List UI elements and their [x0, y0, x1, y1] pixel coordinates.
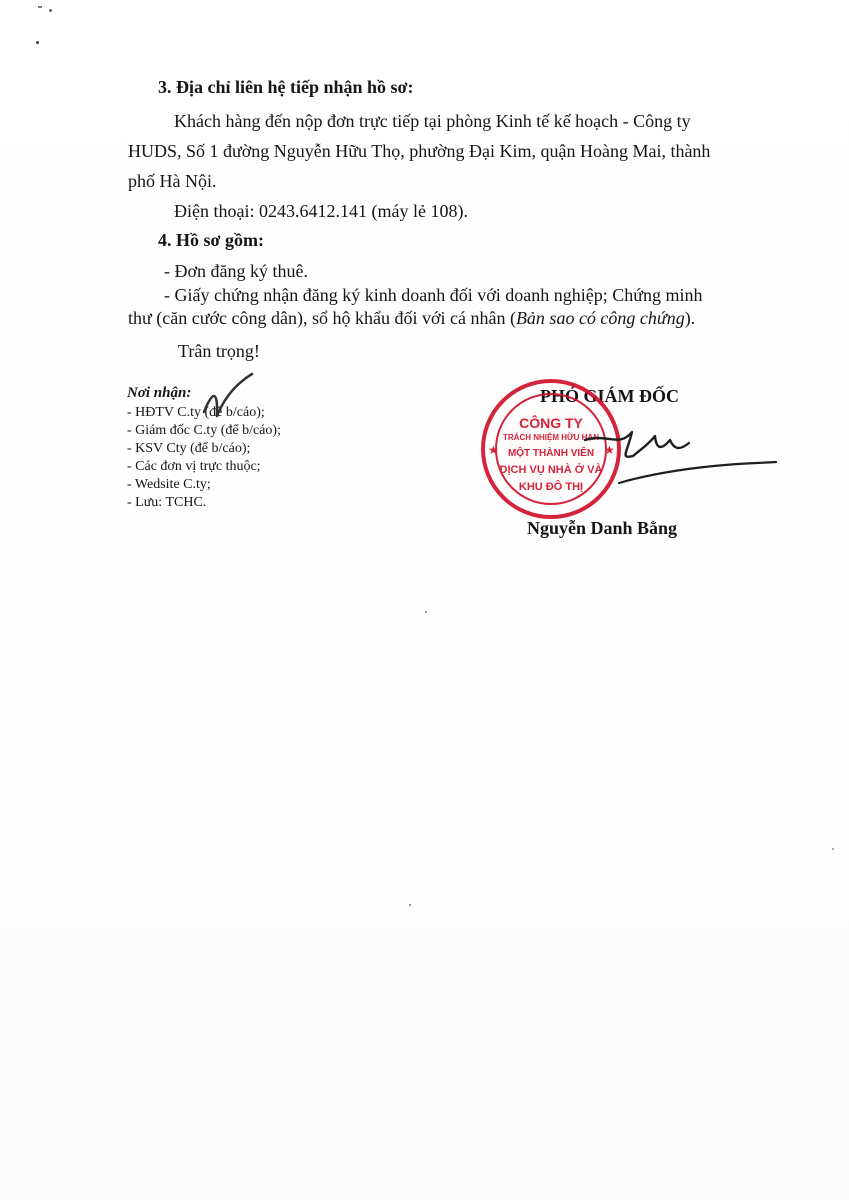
- scan-dot-4: [425, 611, 427, 613]
- document-item-2: - Giấy chứng nhận đăng ký kinh doanh đối với doanh nghiệp; Chứng minh: [164, 285, 703, 305]
- recipient-check-icon: [200, 370, 256, 426]
- recipient-item-5: - Wedsite C.ty;: [127, 477, 211, 492]
- scan-dot-3: [36, 41, 39, 44]
- recipient-item-1: - HĐTV C.ty (để b/cáo);: [127, 405, 265, 420]
- document-item-2-continuation: [128, 307, 695, 329]
- svg-text:★: ★: [604, 443, 615, 457]
- recipients-title: Nơi nhận:: [127, 385, 192, 401]
- signature-title: PHÓ GIÁM ĐỐC: [540, 386, 679, 406]
- seal-line-4: DỊCH VỤ NHÀ Ở VÀ: [499, 464, 603, 476]
- recipient-item-3: - KSV Cty (để b/cáo);: [127, 441, 251, 456]
- recipient-item-2: - Giám đốc C.ty (để b/cáo);: [127, 423, 281, 438]
- seal-line-2: TRÁCH NHIỆM HỮU HẠN: [503, 433, 599, 442]
- seal-line-5: KHU ĐÔ THỊ: [518, 481, 584, 493]
- scan-dot-6: [832, 848, 834, 850]
- signer-name: Nguyễn Danh Bằng: [527, 518, 678, 538]
- section-3-line-1: Khách hàng đến nộp đơn trực tiếp tại phòng Kinh tế kế hoạch - Công ty: [174, 111, 691, 131]
- section-3-heading: 3. Địa chỉ liên hệ tiếp nhận hồ sơ:: [158, 77, 414, 97]
- document-item-2-continuation-prefix: thư (căn cước công dân), sổ hộ khẩu đối với cá nhân (: [128, 308, 516, 328]
- recipients-block: [127, 384, 387, 512]
- scan-dot-2: [49, 9, 52, 12]
- signature-scribble-icon: [579, 425, 779, 505]
- section-4-heading: 4. Hồ sơ gồm:: [158, 230, 264, 250]
- section-3-line-2: HUDS, Số 1 đường Nguyễn Hữu Thọ, phường Đại Kim, quận Hoàng Mai, thành: [128, 141, 711, 161]
- recipient-item-6: - Lưu: TCHC.: [127, 495, 207, 510]
- scan-dot-5: [409, 904, 411, 906]
- seal-company-text: CÔNG TY: [519, 415, 583, 431]
- certified-copy-note: Bản sao có công chứng: [515, 308, 685, 328]
- phone-line: Điện thoại: 0243.6412.141 (máy lẻ 108).: [174, 201, 468, 221]
- section-3-line-3: phố Hà Nội.: [128, 171, 217, 191]
- svg-text:★: ★: [488, 443, 499, 457]
- recipient-item-4: - Các đơn vị trực thuộc;: [127, 459, 261, 474]
- document-item-1: - Đơn đăng ký thuê.: [164, 261, 308, 281]
- seal-line-3: MỘT THÀNH VIÊN: [507, 448, 595, 459]
- scan-dot-1: [38, 6, 42, 8]
- document-item-2-continuation-suffix: ).: [684, 308, 696, 328]
- closing-text: Trân trọng!: [178, 341, 260, 361]
